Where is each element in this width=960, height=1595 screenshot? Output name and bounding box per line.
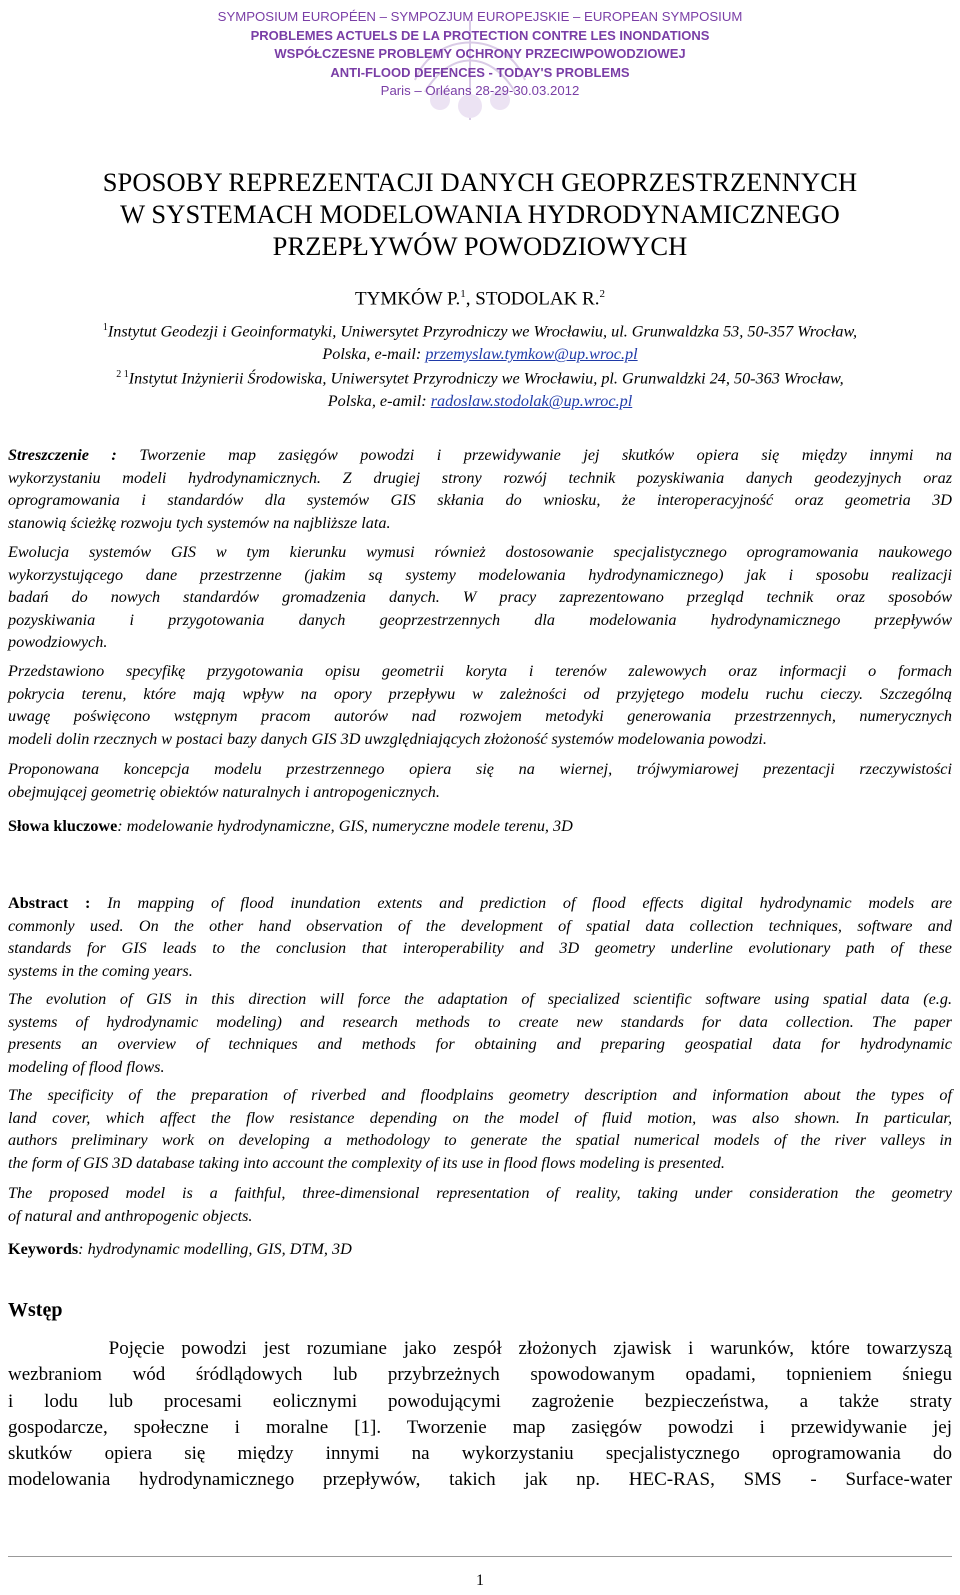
streszczenie-p1-line: Tworzenie map zasięgów powodzi i przewidywanie jej skutków opiera się między innymi na — [139, 446, 953, 464]
keywords-en-label: Keywords — [8, 1240, 79, 1258]
affiliation-1-sup: 1 — [102, 322, 108, 333]
streszczenie-p3-line: modeli dolin rzecznych w postaci bazy danych GIS 3D uwzględniających złożoność systemów modelowania powodzi. — [8, 729, 767, 748]
intro-line: Pojęcie powodzi jest rozumiane jako zespół złożonych zjawisk i warunków, które towarzyszą — [8, 1338, 952, 1359]
abstract-p2-line: systems of hydrodynamic modeling) and research methods to create new standards for data collection. The paper — [8, 1012, 952, 1031]
abstract-p4 — [8, 1182, 952, 1227]
affiliation-2-email-link[interactable]: radoslaw.stodolak@up.wroc.pl — [430, 392, 633, 411]
affiliation-2 — [8, 363, 952, 413]
streszczenie-keywords — [8, 815, 952, 838]
page-number: 1 — [476, 1572, 484, 1589]
abstract-p2 — [8, 988, 952, 1078]
header-line-1: SYMPOSIUM EUROPÉEN – SYMPOZJUM EUROPEJSKIE – EUROPEAN SYMPOSIUM — [217, 9, 743, 24]
abstract-p4-line: The proposed model is a faithful, three-dimensional representation of reality, taking under consideration the geometry — [8, 1184, 952, 1202]
abstract-p2-line: The evolution of GIS in this direction will force the adaptation of specialized scientific software using spatial data (e.g. — [8, 990, 952, 1008]
streszczenie-p1 — [8, 444, 952, 534]
streszczenie-p4-line: Proponowana koncepcja modelu przestrzennego opiera się na wiernej, trójwymiarowej prezentacji rzeczywistości — [8, 760, 952, 778]
streszczenie-p1-line: stanowią ścieżkę rozwoju tych systemów na najbliższe lata. — [8, 513, 391, 532]
author-1-sup: 1 — [460, 288, 466, 300]
streszczenie-p2 — [8, 541, 952, 654]
abstract-p3-line: The specificity of the preparation of riverbed and floodplains geometry description and information about the types of — [8, 1086, 952, 1104]
authors — [0, 282, 960, 311]
abstract-p1-line: standards for GIS leads to the conclusion that interoperability and 3D geometry underline evolutionary path of these — [8, 939, 952, 957]
streszczenie-p3-line: pokrycia terenu, które mają wpływ na opory przepływu w zależności od przyjętego modelu ruchu cieczy. Szczególną — [8, 684, 952, 703]
streszczenie-p4 — [8, 758, 952, 803]
abstract-p3-line: authors preliminary work on developing a methodology to generate the spatial numerical models of the river valleys in — [8, 1131, 952, 1149]
streszczenie-p3-line: uwagę poświęcono wstępnym pracom autorów nad rozwojem metodyki generowania przestrzennych, numerycznych — [8, 707, 952, 725]
streszczenie-label: Streszczenie : — [8, 446, 117, 464]
keywords-en-text: : hydrodynamic modelling, GIS, DTM, 3D — [78, 1240, 352, 1258]
streszczenie-p2-line: powodziowych. — [8, 633, 108, 651]
intro-line: wezbraniom wód śródlądowych lub przybrzeżnych spowodowanym opadami, topnieniem śniegu — [8, 1364, 952, 1386]
author-separator: , — [465, 288, 476, 310]
abstract-p3-line: land cover, which affect the flow resistance depending on the model of fluid motion, was also shown. In particular, — [8, 1108, 952, 1127]
abstract-p1 — [8, 892, 952, 982]
affiliation-1-line-2: Polska, e-mail: — [322, 345, 426, 364]
streszczenie-p2-line: badań do nowych standardów gromadzenia danych. W pracy zaprezentowano przegląd technik oraz sposobów — [8, 588, 952, 606]
abstract-p3-line: the form of GIS 3D database taking into account the complexity of its use in flood flows modeling is presented. — [8, 1153, 725, 1172]
streszczenie-p3-line: Przedstawiono specyfikę przygotowania opisu geometrii koryta i terenów zalewowych oraz informacji o formach — [8, 662, 952, 680]
abstract-p1-line: systems in the coming years. — [8, 961, 193, 980]
intro-paragraph — [8, 1336, 952, 1494]
abstract-p2-line: modeling of flood flows. — [8, 1057, 165, 1076]
affiliation-1-email-link[interactable]: przemyslaw.tymkow@up.wroc.pl — [425, 345, 638, 364]
header-line-5: Paris – Orléans 28-29-30.03.2012 — [380, 83, 580, 99]
symposium-header — [0, 8, 960, 126]
footer-divider — [8, 1556, 952, 1557]
author-1: TYMKÓW P. — [355, 288, 461, 310]
streszczenie-p2-line: wykorzystującego dane przestrzenne (jakim są systemy modelowania hydrodynamicznego) jak i sposobu realizacji — [8, 565, 952, 584]
affiliation-1-line-1: Instytut Geodezji i Geoinformatyki, Uniwersytet Przyrodniczy we Wrocławiu, ul. Grunwaldzka 53, 50-357 Wrocław, — [107, 322, 858, 341]
abstract-p3 — [8, 1084, 952, 1174]
streszczenie-p3 — [8, 660, 952, 750]
intro-line: skutków opiera się między innymi na wykorzystaniu specjalistycznego oprogramowania do — [8, 1443, 952, 1465]
intro-line: modelowania hydrodynamicznego przepływów, takich jak np. HEC-RAS, SMS - Surface-water — [8, 1469, 952, 1491]
header-line-2: PROBLEMES ACTUELS DE LA PROTECTION CONTRE LES INONDATIONS — [250, 27, 710, 43]
abstract-p1-line: In mapping of flood inundation extents and prediction of flood effects digital hydrodynamic models are — [107, 894, 953, 912]
header-line-3: WSPÓŁCZESNE PROBLEMY OCHRONY PRZECIWPOWODZIOWEJ — [274, 46, 686, 62]
paper-title — [0, 166, 960, 262]
intro-line: gospodarcze, społeczne i moralne [1]. Tworzenie map zasięgów powodzi i przewidywanie jej — [8, 1416, 952, 1438]
header-line-4: ANTI-FLOOD DEFENCES - TODAY'S PROBLEMS — [330, 64, 630, 80]
streszczenie-p1-line: wykorzystaniu modeli hydrodynamicznych. Z drugiej strony rozwój technik pozyskiwania danych geodezyjnych oraz — [8, 468, 952, 487]
affiliation-2-line-1: Instytut Inżynierii Środowiska, Uniwersytet Przyrodniczy we Wrocławiu, pl. Grunwaldzki 24, 50-363 Wrocław, — [128, 369, 844, 388]
title-line-1: SPOSOBY REPREZENTACJI DANYCH GEOPRZESTRZENNYCH — [102, 167, 858, 197]
streszczenie-p2-line: pozyskiwania i przygotowania danych geoprzestrzennych dla modelowania hydrodynamicznego przepływów — [8, 610, 952, 629]
abstract-p1-line: commonly used. On the other hand observation of the development of spatial data collection techniques, software and — [8, 916, 952, 935]
abstract-label: Abstract : — [8, 894, 91, 912]
author-2-sup: 2 — [599, 288, 605, 300]
streszczenie-p4-line: obejmującej geometrię obiektów naturalnych i antropogenicznych. — [8, 782, 440, 801]
title-line-3: PRZEPŁYWÓW POWODZIOWYCH — [272, 231, 688, 261]
affiliation-2-sup: 2 1 — [116, 369, 129, 380]
title-line-2: W SYSTEMACH MODELOWANIA HYDRODYNAMICZNEGO — [120, 199, 840, 229]
affiliation-1 — [8, 316, 952, 366]
intro-line: i lodu lub procesami eolicznymi powodującymi zagrożenie bezpieczeństwa, a także straty — [8, 1390, 952, 1412]
abstract-p2-line: presents an overview of techniques and methods for obtaining and preparing geospatial data for hydrodynamic — [8, 1035, 952, 1053]
keywords-pl-label: Słowa kluczowe — [8, 817, 118, 835]
streszczenie-p2-line: Ewolucja systemów GIS w tym kierunku wymusi również dostosowanie specjalistycznego oprogramowania naukowego — [8, 543, 952, 561]
abstract-p4-line: of natural and anthropogenic objects. — [8, 1206, 253, 1225]
section-heading-intro: Wstęp — [8, 1299, 63, 1321]
author-2: STODOLAK R. — [475, 288, 600, 310]
abstract-keywords — [8, 1238, 952, 1261]
keywords-pl-text: : modelowanie hydrodynamiczne, GIS, numeryczne modele terenu, 3D — [117, 817, 573, 835]
streszczenie-p1-line: oprogramowania i standardów dla systemów GIS skłania do wniosku, że interoperacyjność oraz geometria 3D — [8, 491, 952, 509]
affiliation-2-line-2: Polska, e-amil: — [327, 392, 431, 411]
